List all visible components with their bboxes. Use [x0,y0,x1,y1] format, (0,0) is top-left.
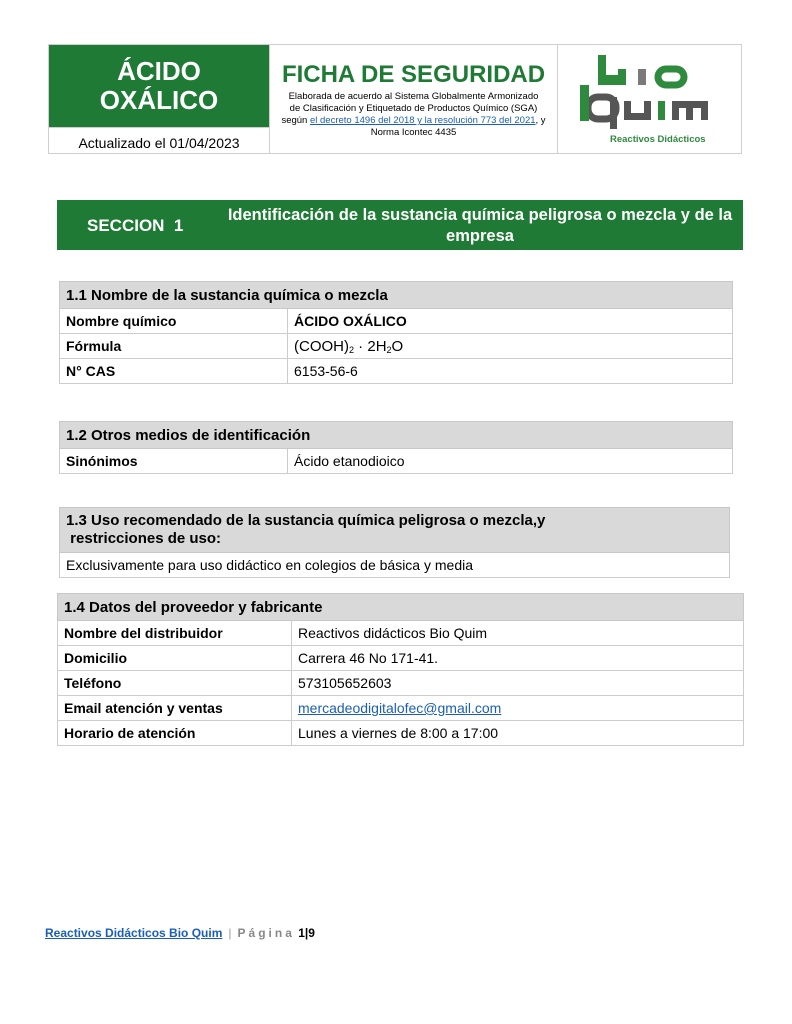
row-value: 6153-56-6 [288,359,733,384]
row-label: N° CAS [60,359,288,384]
page-total: 9 [308,926,315,940]
bioquim-logo [558,45,741,153]
table-heading [60,508,730,553]
product-title-line2: OXÁLICO [99,85,219,115]
section-label: SECCION 1 [87,216,184,235]
row-label: Fórmula [60,334,288,359]
product-title-box [49,45,269,127]
row-value: Reactivos didácticos Bio Quim [292,621,744,646]
table-recommended-use [59,507,730,578]
row-label: Email atención y ventas [58,696,292,721]
ficha-block [270,45,557,139]
desc-line1: Elaborada de acuerdo al Sistema Globalmente Armonizado [288,91,539,102]
heading-line1: 1.3 Uso recomendado de la sustancia química peligrosa o mezcla,y [66,512,546,529]
decree-link[interactable]: el decreto 1496 del 2018 y la resolución 773 del 2021 [309,115,536,126]
table-row [58,696,744,721]
table-row [60,449,733,474]
logo-caption: Reactivos Didácticos [610,134,706,145]
desc-prefix: según [281,115,310,126]
page-divider: | [304,926,309,940]
desc-line2: de Clasificación y Etiquetado de Productos Químico (SGA) [289,103,538,114]
row-label: Sinónimos [60,449,288,474]
footer-link[interactable]: Reactivos Didácticos Bio Quim [45,926,223,940]
table-row [60,359,733,384]
formula-part: · 2H [354,337,387,355]
row-value: 573105652603 [292,671,744,696]
page-label: Página [237,926,295,940]
formula-part: (COOH) [294,337,349,355]
table-other-identification [59,421,733,474]
table-row [60,309,733,334]
desc-suffix: , y Norma Icontec 4435 [370,115,546,138]
row-value: Carrera 46 No 171-41. [292,646,744,671]
heading-line2: restricciones de uso: [66,530,222,547]
updated-date: Actualizado el 01/04/2023 [49,127,269,155]
section-banner [57,200,743,250]
row-label: Nombre del distribuidor [58,621,292,646]
table-row [58,646,744,671]
row-value: ÁCIDO OXÁLICO [288,309,733,334]
table-heading: 1.2 Otros medios de identificación [60,422,733,449]
table-row [58,671,744,696]
ficha-title: FICHA DE SEGURIDAD [281,61,546,88]
email-cell [292,696,744,721]
formula-sub: 2 [349,344,355,355]
ficha-description [270,91,557,139]
email-link[interactable]: mercadeodigitalofec@gmail.com [298,700,502,716]
row-label: Horario de atención [58,721,292,746]
product-title-line1: ÁCIDO [117,56,201,86]
formula-value [288,334,733,359]
document-header [48,44,742,154]
page-number: 1 [298,926,305,940]
table-heading: 1.1 Nombre de la sustancia química o mezcla [60,282,733,309]
table-supplier [57,593,744,746]
row-value: Ácido etanodioico [288,449,733,474]
table-substance-name [59,281,733,384]
table-row [60,553,730,578]
row-label: Domicilio [58,646,292,671]
formula-part: O [391,337,404,355]
formula-sub: 2 [386,344,392,355]
row-value: Exclusivamente para uso didáctico en colegios de básica y media [60,553,730,578]
row-label: Nombre químico [60,309,288,334]
section-title: Identificación de la sustancia química peligrosa o mezcla y de la empresa [227,206,733,245]
row-value: Lunes a viernes de 8:00 a 17:00 [292,721,744,746]
footer-separator: | [228,926,232,940]
page-footer [45,926,315,940]
table-row [58,621,744,646]
table-row [60,334,733,359]
table-heading: 1.4 Datos del proveedor y fabricante [58,594,744,621]
table-row [58,721,744,746]
row-label: Teléfono [58,671,292,696]
